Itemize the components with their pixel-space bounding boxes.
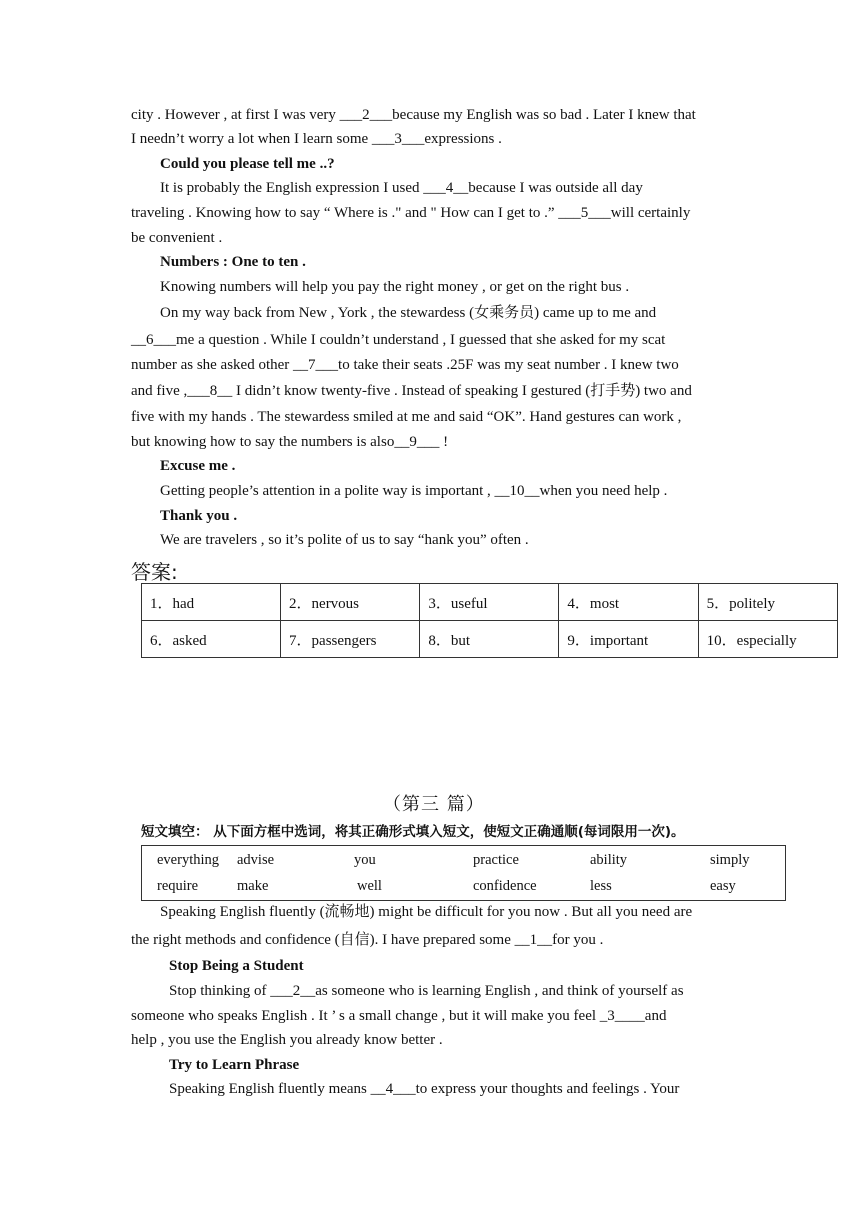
table-row xyxy=(142,584,838,621)
passage-line: Getting people’s attention in a polite way is important , __10__when you need help . xyxy=(160,483,668,499)
passage-line: and five ,___8__ I didn’t know twenty-five . Instead of speaking I gestured (打手势) two and xyxy=(131,383,692,399)
section-heading: Thank you . xyxy=(160,508,238,524)
word-bank-item: confidence xyxy=(473,878,537,894)
section-heading: Try to Learn Phrase xyxy=(169,1057,300,1073)
table-row xyxy=(142,621,838,658)
passage-line: Stop thinking of ___2__as someone who is learning English , and think of yourself as xyxy=(169,983,684,999)
passage-line: help , you use the English you already know better . xyxy=(131,1032,443,1048)
passage-line: number as she asked other __7___to take their seats .25F was my seat number . I knew two xyxy=(131,357,679,373)
passage-line: five with my hands . The stewardess smiled at me and said “OK”. Hand gestures can work , xyxy=(131,409,682,425)
passage-line: be convenient . xyxy=(131,230,223,246)
answer-cell: 8．but xyxy=(420,621,559,658)
word-bank-item: make xyxy=(237,878,269,894)
answer-cell: 5．politely xyxy=(698,584,837,621)
section-heading: Excuse me . xyxy=(160,458,236,474)
word-bank-item: simply xyxy=(710,852,750,868)
word-bank-item: practice xyxy=(473,852,519,868)
passage-line: Speaking English fluently means __4___to express your thoughts and feelings . Your xyxy=(169,1081,680,1097)
passage-line: traveling . Knowing how to say “ Where is ." and " How can I get to .” ___5___will certainly xyxy=(131,205,691,221)
answer-label: 答案: xyxy=(131,560,178,584)
passage-line: Speaking English fluently (流畅地) might be difficult for you now . But all you need are xyxy=(160,904,693,920)
answer-cell: 2．nervous xyxy=(281,584,420,621)
section-heading: Could you please tell me ..? xyxy=(160,156,335,172)
word-bank-item: you xyxy=(354,852,376,868)
word-bank-item: ability xyxy=(590,852,628,868)
answer-cell: 4．most xyxy=(559,584,698,621)
section-title: （第三 篇） xyxy=(383,794,485,815)
passage-line: I needn’t worry a lot when I learn some ___3___expressions . xyxy=(131,131,502,147)
word-bank-item: advise xyxy=(237,852,275,868)
passage-line: but knowing how to say the numbers is also__9___ ! xyxy=(131,434,449,450)
passage-line: city . However , at first I was very ___2___because my English was so bad . Later I knew that xyxy=(131,107,696,123)
answer-table xyxy=(141,583,838,658)
word-bank-item: require xyxy=(157,878,199,894)
section-heading: Stop Being a Student xyxy=(169,958,304,974)
word-bank-item: well xyxy=(357,878,382,894)
answer-cell: 7．passengers xyxy=(281,621,420,658)
answer-cell: 3．useful xyxy=(420,584,559,621)
passage-line: Knowing numbers will help you pay the right money , or get on the right bus . xyxy=(160,279,630,295)
answer-cell: 1．had xyxy=(142,584,281,621)
word-bank-item: everything xyxy=(157,852,220,868)
section-heading: Numbers : One to ten . xyxy=(160,254,306,270)
instructions: 短文填空： 从下面方框中选词，将其正确形式填入短文，使短文正确通顺(每词限用一次)。 xyxy=(141,824,685,840)
answer-cell: 10．especially xyxy=(698,621,837,658)
word-bank-item: easy xyxy=(710,878,736,894)
passage-line: someone who speaks English . It ’ s a small change , but it will make you feel _3____and xyxy=(131,1008,667,1024)
passage-line: It is probably the English expression I used ___4__because I was outside all day xyxy=(160,180,643,196)
word-bank xyxy=(141,845,786,901)
passage-line: On my way back from New , York , the stewardess (女乘务员) came up to me and xyxy=(160,305,657,321)
answer-cell: 9．important xyxy=(559,621,698,658)
passage-line: the right methods and confidence (自信). I have prepared some __1__for you . xyxy=(131,932,604,948)
answer-cell: 6．asked xyxy=(142,621,281,658)
passage-line: We are travelers , so it’s polite of us to say “hank you” often . xyxy=(160,532,529,548)
passage-line: __6___me a question . While I couldn’t understand , I guessed that she asked for my scat xyxy=(131,332,666,348)
word-bank-item: less xyxy=(590,878,612,894)
